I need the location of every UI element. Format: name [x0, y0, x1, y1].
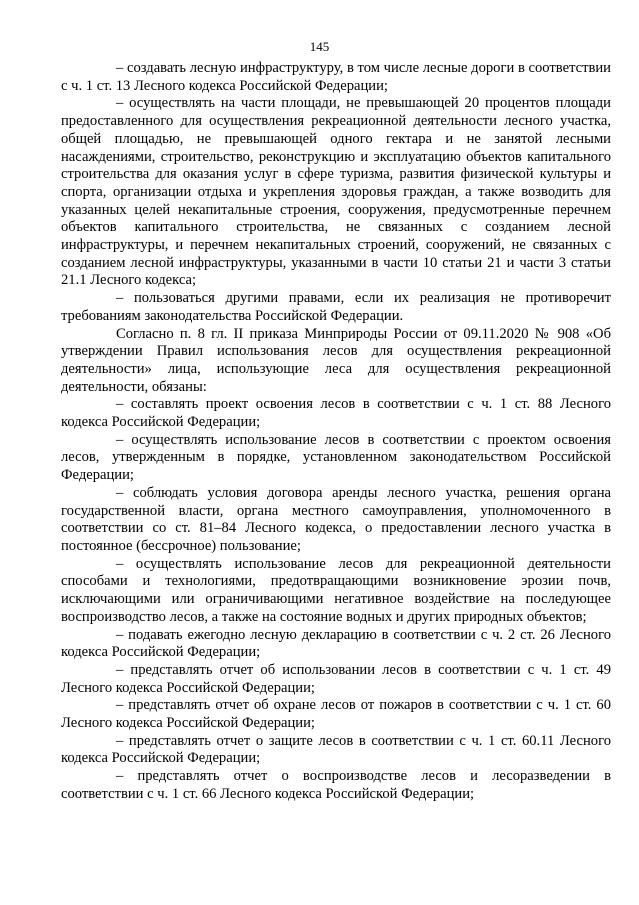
paragraph: – осуществлять использование лесов для рекреационной деятельности способами и технологиями, предотвращающими возникновение эрозии почв, исключающими или ограничивающими негативное воздействие на последующее воспроизводство лесов, а также на состояние водных и других природных объектов;	[61, 555, 611, 625]
paragraph: – подавать ежегодно лесную декларацию в соответствии с ч. 2 ст. 26 Лесного кодекса Российской Федерации;	[61, 626, 611, 661]
paragraph: – осуществлять на части площади, не превышающей 20 процентов площади предоставленного для осуществления рекреационной деятельности лесного участка, общей площадью, не превышающей одного гектара и не занятой лесными насаждениями, строительство, реконструкцию и эксплуатацию объектов капитального строительства для оказания услуг в сфере туризма, развития физической культуры и спорта, организации отдыха и укрепления здоровья граждан, а также возводить для указанных целей некапитальные строения, сооружения, предусмотренные перечнем объектов капитального строительства, не связанных с созданием лесной инфраструктуры, и перечнем некапитальных строений, сооружений, не связанных с созданием лесной инфраструктуры, указанными в части 10 статьи 21 и части 3 статьи 21.1 Лесного кодекса;	[61, 95, 611, 289]
paragraph: – осуществлять использование лесов в соответствии с проектом освоения лесов, утвержденным в порядке, установленном законодательством Российской Федерации;	[61, 431, 611, 484]
document-body	[61, 60, 611, 804]
paragraph: – пользоваться другими правами, если их реализация не противоречит требованиям законодательства Российской Федерации.	[61, 290, 611, 324]
page-number: 145	[309, 39, 330, 54]
paragraph: – соблюдать условия договора аренды лесного участка, решения органа государственной власти, органа местного самоуправления, уполномоченного в соответствии со ст. 81–84 Лесного кодекса, о предоставлении лесного участка в постоянное (бессрочное) пользование;	[61, 484, 611, 554]
paragraph: – представлять отчет о воспроизводстве лесов и лесоразведении в соответствии с ч. 1 ст. 66 Лесного кодекса Российской Федерации;	[61, 768, 611, 802]
paragraph: – составлять проект освоения лесов в соответствии с ч. 1 ст. 88 Лесного кодекса Российской Федерации;	[61, 396, 611, 431]
paragraph: – создавать лесную инфраструктуру, в том числе лесные дороги в соответствии с ч. 1 ст. 13 Лесного кодекса Российской Федерации;	[61, 60, 611, 94]
paragraph: – представлять отчет об использовании лесов в соответствии с ч. 1 ст. 49 Лесного кодекса Российской Федерации;	[61, 661, 611, 696]
paragraph: – представлять отчет о защите лесов в соответствии с ч. 1 ст. 60.11 Лесного кодекса Российской Федерации;	[61, 732, 611, 767]
paragraph: Согласно п. 8 гл. II приказа Минприроды России от 09.11.2020 № 908 «Об утверждении Правил использования лесов для осуществления рекреационной деятельности» лица, использующие леса для осуществления рекреационной деятельности, обязаны:	[61, 325, 611, 395]
paragraph: – представлять отчет об охране лесов от пожаров в соответствии с ч. 1 ст. 60 Лесного кодекса Российской Федерации;	[61, 697, 611, 732]
